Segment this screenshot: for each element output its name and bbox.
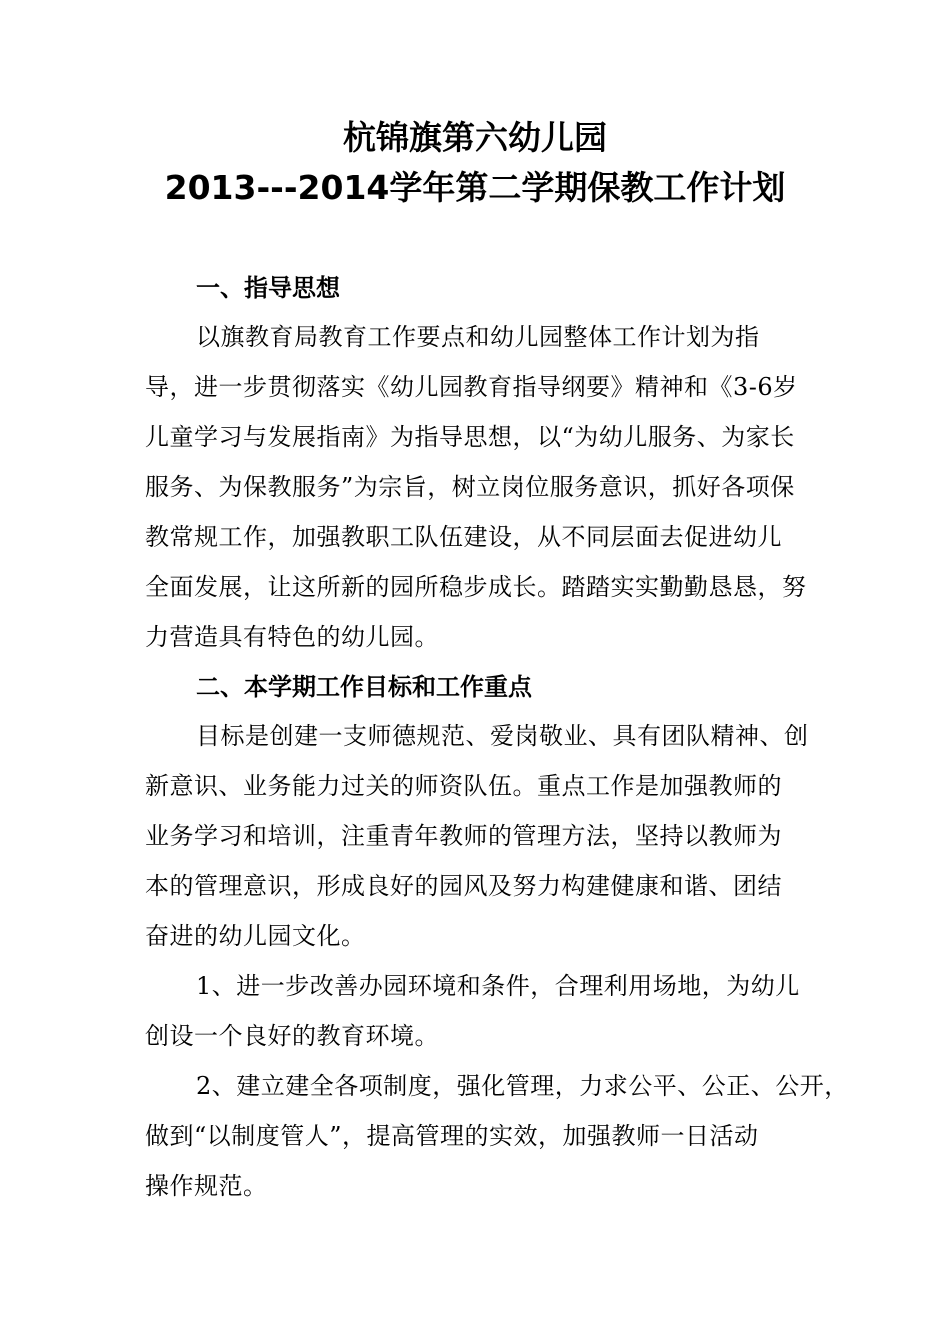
paragraph-line: 以旗教育局教育工作要点和幼儿园整体工作计划为指 bbox=[196, 323, 760, 351]
document-title-line1: 杭锦旗第六幼儿园 bbox=[343, 118, 607, 157]
paragraph-line: 教常规工作，加强教职工队伍建设，从不同层面去促进幼儿 bbox=[145, 523, 782, 551]
list-item-line: 操作规范。 bbox=[145, 1172, 268, 1200]
paragraph-line: 服务、为保教服务”为宗旨，树立岗位服务意识，抓好各项保 bbox=[145, 473, 795, 501]
paragraph-line: 力营造具有特色的幼儿园。 bbox=[145, 623, 439, 651]
paragraph-line: 儿童学习与发展指南》为指导思想，以“为幼儿服务、为家长 bbox=[145, 423, 795, 451]
paragraph-line: 目标是创建一支师德规范、爱岗敬业、具有团队精神、创 bbox=[196, 722, 809, 750]
paragraph-line: 业务学习和培训，注重青年教师的管理方法，坚持以教师为 bbox=[145, 822, 782, 850]
paragraph-line: 新意识、业务能力过关的师资队伍。重点工作是加强教师的 bbox=[145, 772, 782, 800]
paragraph-line: 本的管理意识，形成良好的园风及努力构建健康和谐、团结 bbox=[145, 872, 782, 900]
list-item-line: 创设一个良好的教育环境。 bbox=[145, 1022, 439, 1050]
section2-heading: 二、本学期工作目标和工作重点 bbox=[196, 673, 532, 701]
list-item-line: 2、建立建全各项制度，强化管理，力求公平、公正、公开， bbox=[196, 1072, 849, 1100]
list-item-line: 1、进一步改善办园环境和条件，合理利用场地，为幼儿 bbox=[196, 972, 800, 1000]
paragraph-line: 全面发展，让这所新的园所稳步成长。踏踏实实勤勤恳恳，努 bbox=[145, 573, 807, 601]
paragraph-line: 导，进一步贯彻落实《幼儿园教育指导纲要》精神和《3-6岁 bbox=[145, 373, 798, 401]
list-item-line: 做到“以制度管人”，提高管理的实效，加强教师一日活动 bbox=[145, 1122, 759, 1150]
paragraph-line: 奋进的幼儿园文化。 bbox=[145, 922, 366, 950]
section1-heading: 一、指导思想 bbox=[196, 274, 340, 302]
document-title-line2: 2013---2014学年第二学期保教工作计划 bbox=[164, 168, 786, 207]
